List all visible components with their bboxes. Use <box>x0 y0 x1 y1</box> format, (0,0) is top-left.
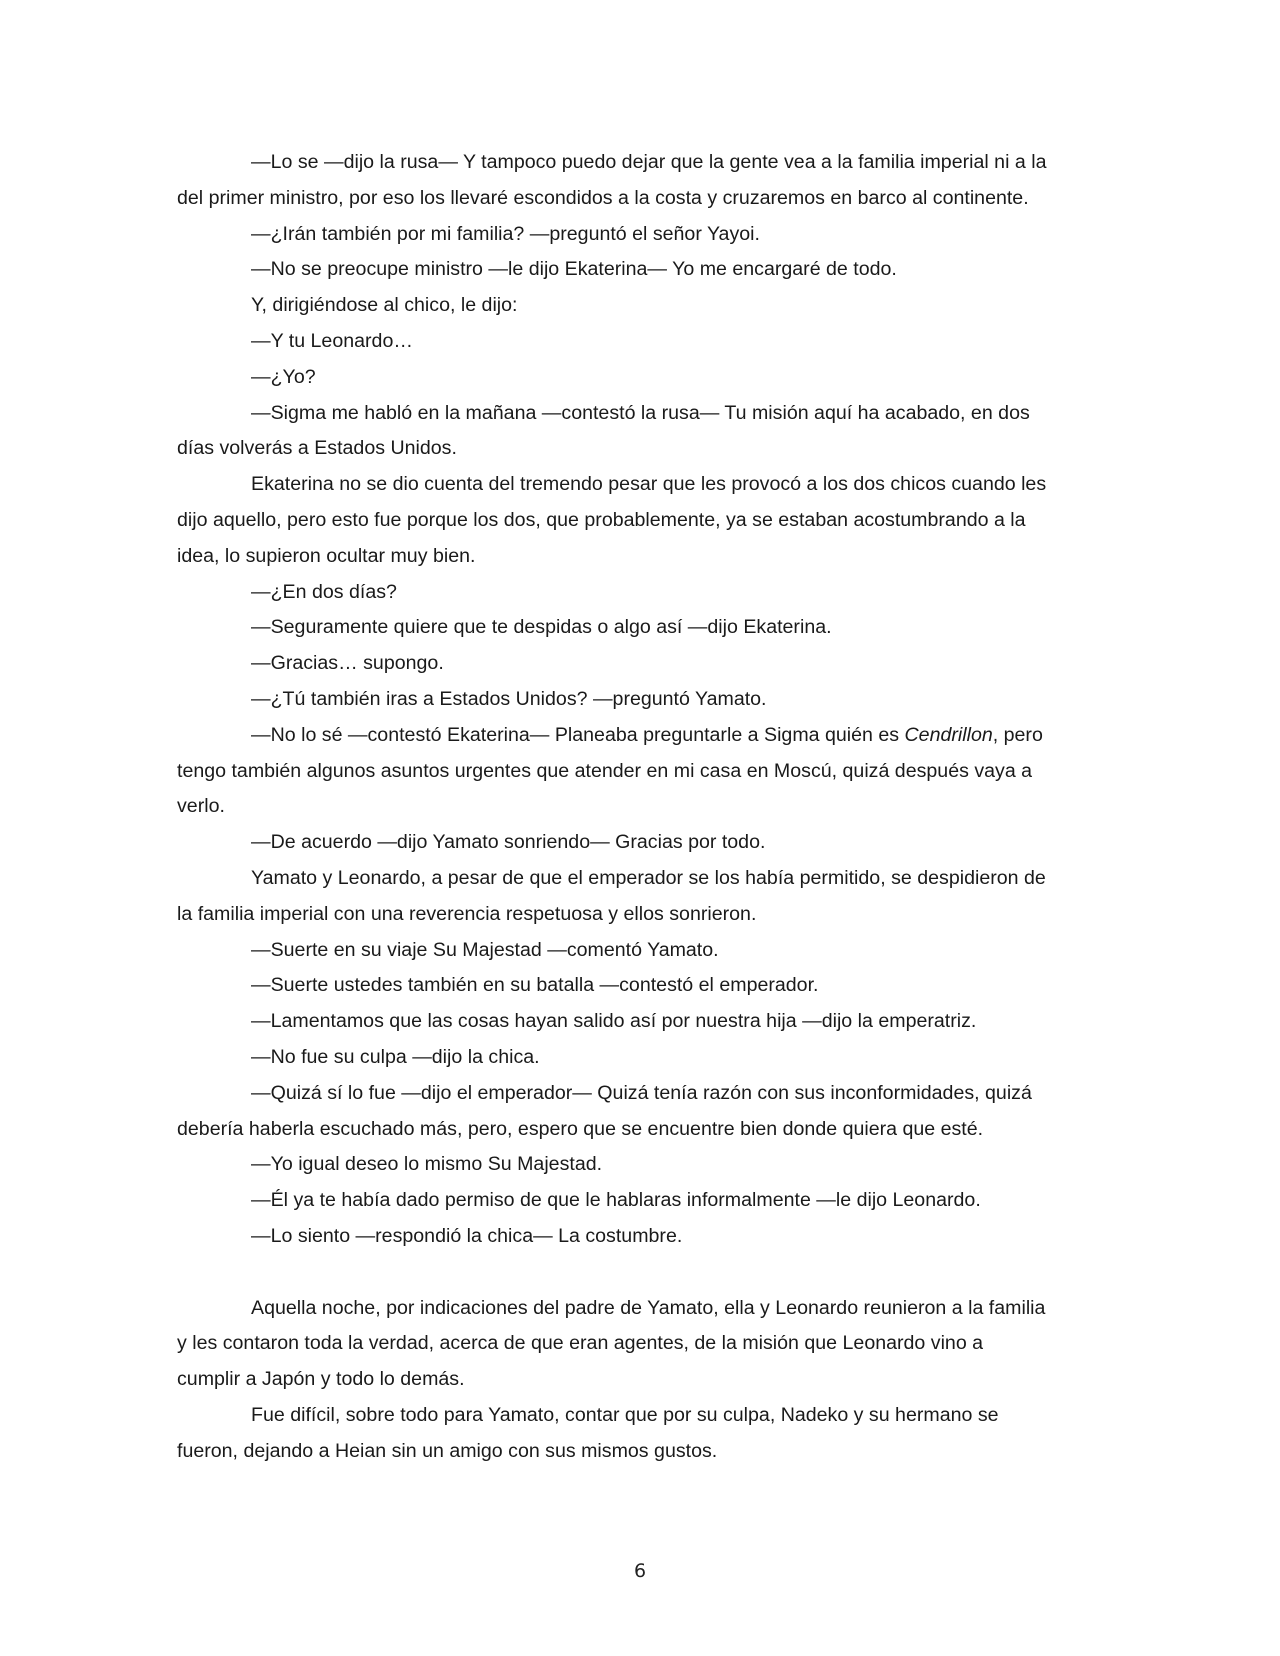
text-line: —Lo siento —respondió la chica— La costumbre. <box>251 1224 683 1247</box>
text-line: —No se preocupe ministro —le dijo Ekaterina— Yo me encargaré de todo. <box>251 258 897 281</box>
text-line: fueron, dejando a Heian sin un amigo con sus mismos gustos. <box>177 1439 718 1462</box>
paragraph-11 <box>177 646 1103 682</box>
text-line: —De acuerdo —dijo Yamato sonriendo— Gracias por todo. <box>251 831 766 854</box>
text-line: Ekaterina no se dio cuenta del tremendo pesar que les provocó a los dos chicos cuando les <box>251 473 1047 496</box>
italic-title: Cendrillon <box>904 723 993 746</box>
text-line: —Y tu Leonardo… <box>251 329 413 352</box>
text-run: —No lo sé —contestó Ekaterina— Planeaba preguntarle a Sigma quién es <box>251 723 905 746</box>
text-line: —Lo se —dijo la rusa— Y tampoco puedo dejar que la gente vea a la familia imperial ni a la <box>251 151 1047 173</box>
paragraph-16 <box>177 933 1103 969</box>
text-line: —Gracias… supongo. <box>251 652 444 675</box>
text-line: dijo aquello, pero esto fue porque los dos, que probablemente, ya se estaban acostumbrando a la <box>177 508 1026 531</box>
paragraph-18 <box>177 1004 1103 1040</box>
paragraph-12 <box>177 682 1103 718</box>
text-run: , pero <box>992 723 1043 746</box>
text-line: del primer ministro, por eso los llevaré escondidos a la costa y cruzaremos en barco al continente. <box>177 186 1029 209</box>
text-line: —¿En dos días? <box>251 580 397 603</box>
paragraph-23 <box>177 1219 1103 1255</box>
paragraph-24 <box>177 1291 1103 1398</box>
text-line: y les contaron toda la verdad, acerca de que eran agentes, de la misión que Leonardo vino a <box>177 1332 984 1355</box>
text-line: —¿Irán también por mi familia? —preguntó el señor Yayoi. <box>251 222 760 245</box>
text-line: Yamato y Leonardo, a pesar de que el emperador se los había permitido, se despidieron de <box>251 866 1046 889</box>
paragraph-4 <box>177 288 1103 324</box>
paragraph-10 <box>177 610 1103 646</box>
section-break <box>177 1255 1103 1291</box>
text-line: idea, lo supieron ocultar muy bien. <box>177 544 476 567</box>
text-line: Aquella noche, por indicaciones del padre de Yamato, ella y Leonardo reunieron a la familia <box>251 1296 1046 1319</box>
paragraph-15 <box>177 861 1103 933</box>
paragraph-25 <box>177 1398 1103 1470</box>
text-line: la familia imperial con una reverencia respetuosa y ellos sonrieron. <box>177 902 757 925</box>
text-line: —Suerte ustedes también en su batalla —contestó el emperador. <box>251 974 819 997</box>
paragraph-19 <box>177 1040 1103 1076</box>
text-line: cumplir a Japón y todo lo demás. <box>177 1368 465 1391</box>
paragraph-17 <box>177 968 1103 1004</box>
text-line: Fue difícil, sobre todo para Yamato, contar que por su culpa, Nadeko y su hermano se <box>251 1403 999 1426</box>
paragraph-3 <box>177 252 1103 288</box>
paragraph-14 <box>177 825 1103 861</box>
text-line <box>177 718 1103 754</box>
body-text <box>177 145 1103 1469</box>
text-line: —Suerte en su viaje Su Majestad —comentó Yamato. <box>251 938 719 961</box>
text-line: días volverás a Estados Unidos. <box>177 437 457 460</box>
text-line: —¿Tú también iras a Estados Unidos? —preguntó Yamato. <box>251 687 767 710</box>
text-line: tengo también algunos asuntos urgentes que atender en mi casa en Moscú, quizá después vaya a <box>177 759 1033 782</box>
text-line: —Lamentamos que las cosas hayan salido así por nuestra hija —dijo la emperatriz. <box>251 1010 977 1033</box>
paragraph-21 <box>177 1147 1103 1183</box>
text-line: —Quizá sí lo fue —dijo el emperador— Quizá tenía razón con sus inconformidades, quizá <box>251 1081 1032 1104</box>
text-line: —No fue su culpa —dijo la chica. <box>251 1045 540 1068</box>
paragraph-13 <box>177 718 1103 825</box>
text-line: debería haberla escuchado más, pero, espero que se encuentre bien donde quiera que esté. <box>177 1117 984 1140</box>
paragraph-9 <box>177 575 1103 611</box>
paragraph-5 <box>177 324 1103 360</box>
text-line: —Él ya te había dado permiso de que le hablaras informalmente —le dijo Leonardo. <box>251 1189 981 1212</box>
text-line: Y, dirigiéndose al chico, le dijo: <box>251 294 518 317</box>
paragraph-22 <box>177 1183 1103 1219</box>
text-line: —¿Yo? <box>251 365 316 388</box>
paragraph-6 <box>177 360 1103 396</box>
paragraph-1 <box>177 145 1103 217</box>
text-line: —Sigma me habló en la mañana —contestó la rusa— Tu misión aquí ha acabado, en dos <box>251 401 1030 424</box>
page-number: 6 <box>633 1560 647 1582</box>
text-line: —Yo igual deseo lo mismo Su Majestad. <box>251 1153 603 1176</box>
paragraph-2 <box>177 217 1103 253</box>
paragraph-7 <box>177 396 1103 468</box>
paragraph-20 <box>177 1076 1103 1148</box>
text-line: —Seguramente quiere que te despidas o algo así —dijo Ekaterina. <box>251 616 832 639</box>
text-line: verlo. <box>177 795 225 818</box>
paragraph-8 <box>177 467 1103 574</box>
